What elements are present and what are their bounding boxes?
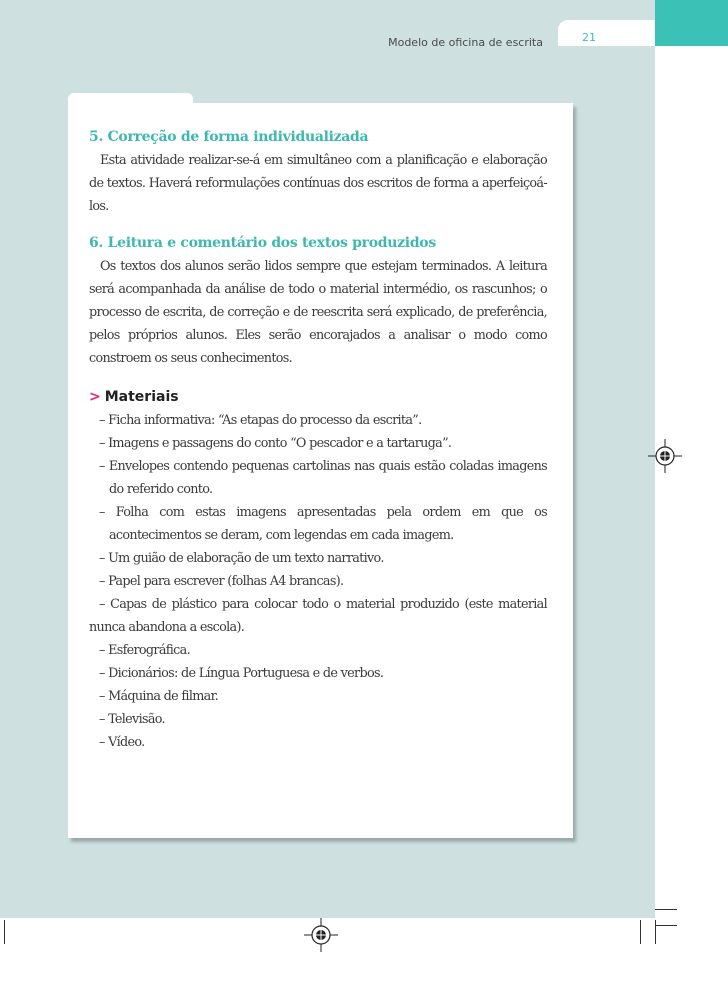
list-item: – Imagens e passagens do conto “O pescador e a tartaruga”.	[99, 436, 452, 451]
list-item: – Capas de plástico para colocar todo o material produzido (este material nunca abandona a escola).	[89, 597, 547, 635]
content	[89, 126, 547, 754]
crop-mark	[640, 920, 641, 944]
crop-mark	[655, 920, 656, 944]
list-item: – Vídeo.	[99, 735, 145, 750]
section-5-heading: 5. Correção de forma individualizada	[89, 129, 369, 145]
registration-mark-icon	[648, 439, 682, 473]
crop-mark	[655, 909, 677, 910]
page-number-tab	[558, 20, 655, 46]
list-item: – Máquina de filmar.	[99, 689, 218, 704]
materials-title-text: Materiais	[104, 389, 179, 405]
running-head: Modelo de oficina de escrita	[388, 36, 543, 49]
materials-title	[89, 386, 547, 409]
crop-mark	[655, 925, 677, 926]
crop-mark	[4, 920, 5, 944]
list-item: – Envelopes contendo pequenas cartolinas nas quais estão coladas imagens do referido conto.	[99, 459, 547, 497]
accent-strip	[655, 0, 728, 46]
section-6-heading: 6. Leitura e comentário dos textos produzidos	[89, 235, 436, 251]
list-item: – Dicionários: de Língua Portuguesa e de verbos.	[99, 666, 384, 681]
section-5-body: Esta atividade realizar-se-á em simultâneo com a planificação e elaboração de textos. Haverá reformulações contínuas dos escritos de forma a aperfeiçoá-los.	[89, 153, 547, 214]
page-number: 21	[582, 31, 596, 44]
section-6-body: Os textos dos alunos serão lidos sempre que estejam terminados. A leitura será acompanhada da análise de todo o material intermédio, os rascunhos; o processo de escrita, de correção e de reescrita será explicado, de preferência, pelos próprios alunos. Eles serão encorajados a analisar o modo como constroem os seus conhecimentos.	[89, 259, 547, 366]
chevron-right-icon: >	[89, 389, 101, 405]
list-item: – Esferográfica.	[99, 643, 190, 658]
list-item: – Ficha informativa: “As etapas do processo da escrita”.	[99, 413, 422, 428]
materials-list	[89, 409, 547, 754]
registration-mark-icon	[304, 918, 338, 952]
list-item: – Televisão.	[99, 712, 165, 727]
list-item: – Um guião de elaboração de um texto narrativo.	[99, 551, 384, 566]
list-item: – Folha com estas imagens apresentadas pela ordem em que os acontecimentos se deram, com legendas em cada imagem.	[99, 505, 547, 543]
list-item: – Papel para escrever (folhas A4 brancas).	[99, 574, 344, 589]
